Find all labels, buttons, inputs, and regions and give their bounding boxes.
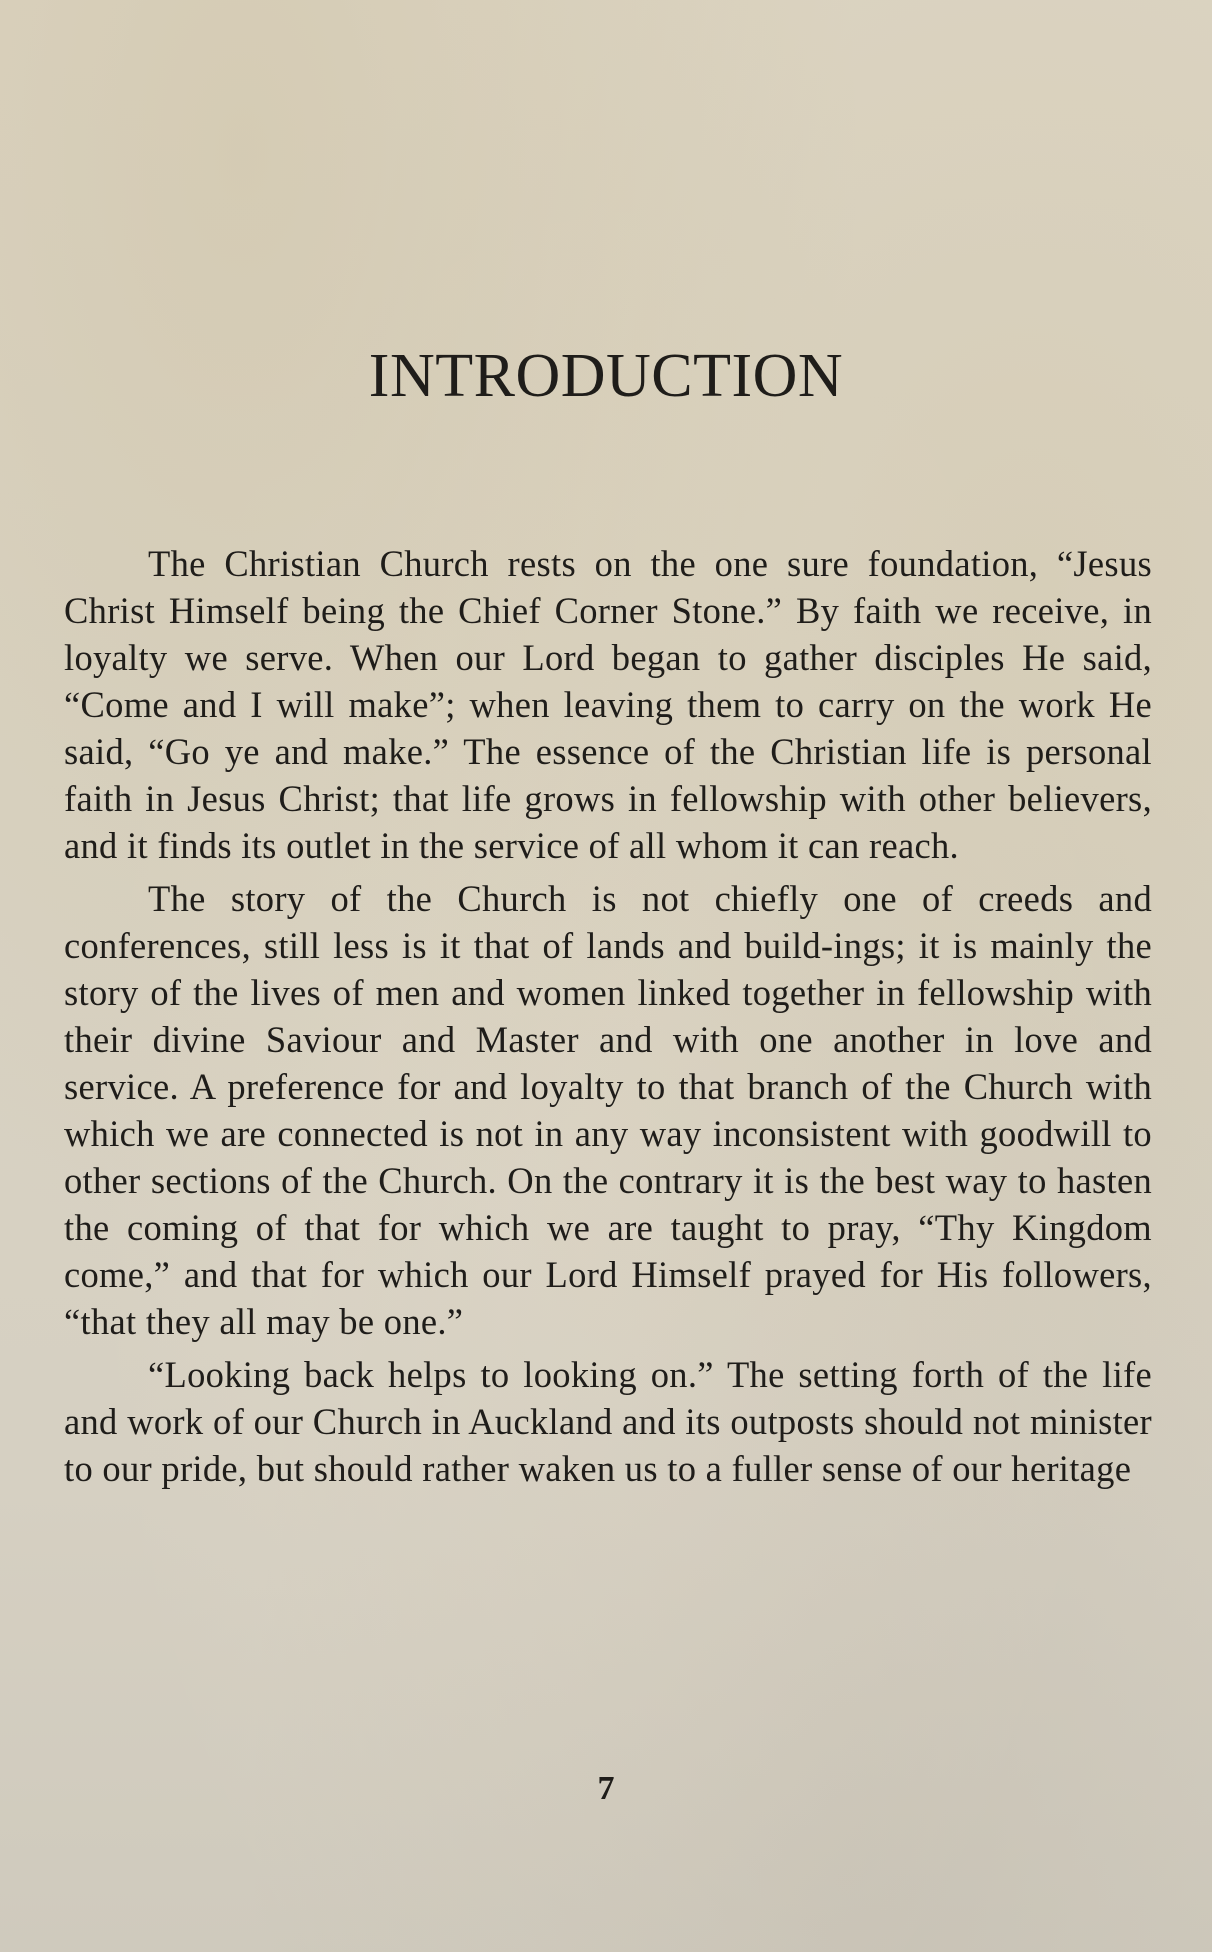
page-number: 7	[597, 1770, 615, 1807]
paragraph-1: The Christian Church rests on the one sure foundation, “Jesus Christ Himself being the Chief Corner Stone.” By faith we receive, in loyalty we serve. When our Lord began to gather disciples He said, “Come and I will make”; when leaving them to carry on the work He said, “Go ye and make.” The essence of the Christian life is personal faith in Jesus Christ; that life grows in fellowship with other believers, and it finds its outlet in the service of all whom it can reach.	[64, 543, 1152, 866]
body-text	[64, 540, 1152, 1498]
paragraph-2: The story of the Church is not chiefly one of creeds and conferences, still less is it that of lands and build-ings; it is mainly the story of the lives of men and women linked together in fellowship with their divine Saviour and Master and with one another in love and service. A preference for and loyalty to that branch of the Church with which we are connected is not in any way inconsistent with goodwill to other sections of the Church. On the contrary it is the best way to hasten the coming of that for which we are taught to pray, “Thy Kingdom come,” and that for which our Lord Himself prayed for His followers, “that they all may be one.”	[64, 878, 1152, 1342]
chapter-title: INTRODUCTION	[368, 342, 844, 410]
paragraph-3: “Looking back helps to looking on.” The setting forth of the life and work of our Church in Auckland and its outposts should not minister to our pride, but should rather waken us to a fuller sense of our heritage	[64, 1354, 1152, 1489]
